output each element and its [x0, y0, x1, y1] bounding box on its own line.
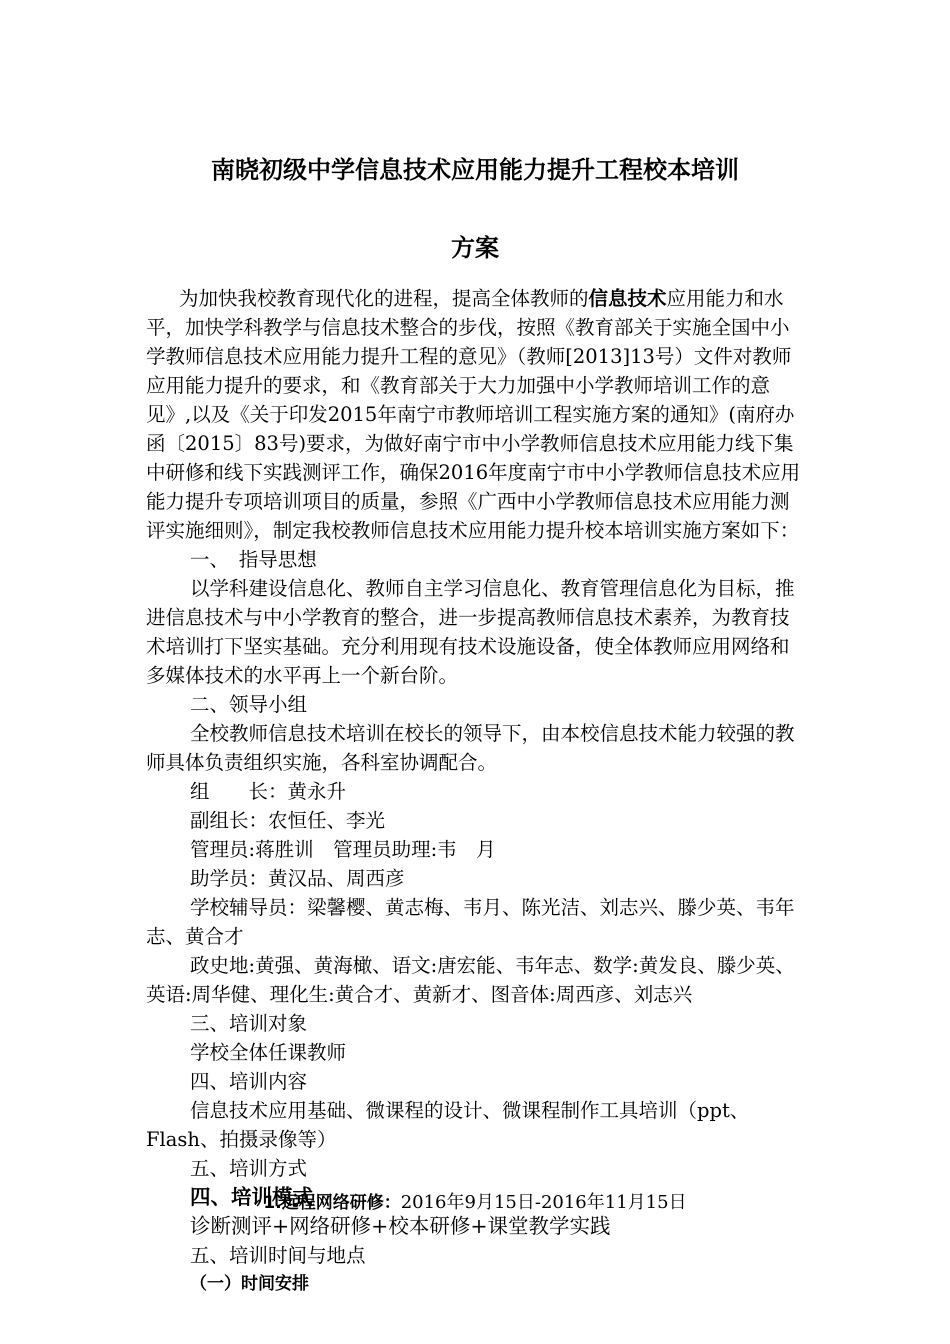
team-admin: 管理员:蒋胜训 管理员助理:韦 月 [190, 838, 496, 861]
mode-text: 诊断测评+网络研修+校本研修+课堂教学实践 [190, 1214, 611, 1238]
section-heading: 五、培训方式 [190, 1157, 308, 1180]
subsection-heading: （一）时间安排 [190, 1274, 309, 1294]
team-tutors: 学校辅导员：梁馨樱、黄志梅、韦月、陈光洁、刘志兴、滕少英、韦年志、黄合才 [146, 896, 795, 948]
team-deputy: 副组长：农恒任、李光 [190, 809, 386, 832]
schedule-item-label: 1.远程网络研修： [263, 1193, 401, 1213]
mode-heading: 四、培训模式 [190, 1185, 313, 1209]
team-assistant: 助学员：黄汉品、周西彦 [190, 867, 405, 890]
intro-text: 为加快我校教育现代化的进程，提高全体教师的 [179, 287, 589, 310]
section-heading: 五、培训时间与地点 [190, 1244, 366, 1267]
section-text: 学校全体任课教师 [190, 1041, 347, 1064]
section-text: 以学科建设信息化、教师自主学习信息化、教育管理信息化为目标，推进信息技术与中小学教育的整合，进一步提高教师信息技术素养，为教育技术培训打下坚实基础。充分利用现有技术设施设备，使全体教师应用网络和多媒体技术的水平再上一个新台阶。 [146, 577, 795, 687]
document-body [146, 284, 806, 1299]
team-leader: 组 长：黄永升 [190, 780, 347, 803]
section-text: 信息技术应用基础、微课程的设计、微课程制作工具培训（ppt、Flash、拍摄录像等） [146, 1099, 750, 1151]
section-text: 全校教师信息技术培训在校长的领导下，由本校信息技术能力较强的教师具体负责组织实施，各科室协调配合。 [146, 722, 795, 774]
section-heading: 一、 指导思想 [190, 548, 317, 571]
intro-text-continued: 应用能力和水平，加快学科教学与信息技术整合的步伐，按照《教育部关于实施全国中小学教师信息技术应用能力提升工程的意见》（教师[2013]13号）文件对教师应用能力提升的要求，和《教育部关于大力加强中小学教师培训工作的意见》,以及《关于印发2015年南宁市教师培训工程实施方案的通知》(南府办函〔2015〕83号)要求，为做好南宁市中小学教师信息技术应用能力线下集中研修和线下实践测评工作，确保2016年度南宁市中小学教师信息技术应用能力提升专项培训项目的质量，参照《广西中小学教师信息技术应用能力测评实施细则》，制定我校教师信息技术应用能力提升校本培训实施方案如下： [146, 287, 801, 542]
schedule-item [0, 1188, 950, 1214]
intro-paragraph [146, 284, 806, 545]
document-title-continued: 方案 [451, 234, 499, 262]
document-title: 南晓初级中学信息技术应用能力提升工程校本培训 [211, 156, 739, 184]
section-heading: 四、培训内容 [190, 1070, 308, 1093]
schedule-item-value: 2016年9月15日-2016年11月15日 [400, 1192, 687, 1213]
intro-keyword: 信息技术 [588, 287, 667, 310]
section-heading: 二、领导小组 [190, 693, 308, 716]
team-subjects: 政史地:黄强、黄海橄、语文:唐宏能、韦年志、数学:黄发良、滕少英、英语:周华健、理化生:黄合才、黄新才、图音体:周西彦、刘志兴 [146, 954, 795, 1006]
section-heading: 三、培训对象 [190, 1012, 308, 1035]
